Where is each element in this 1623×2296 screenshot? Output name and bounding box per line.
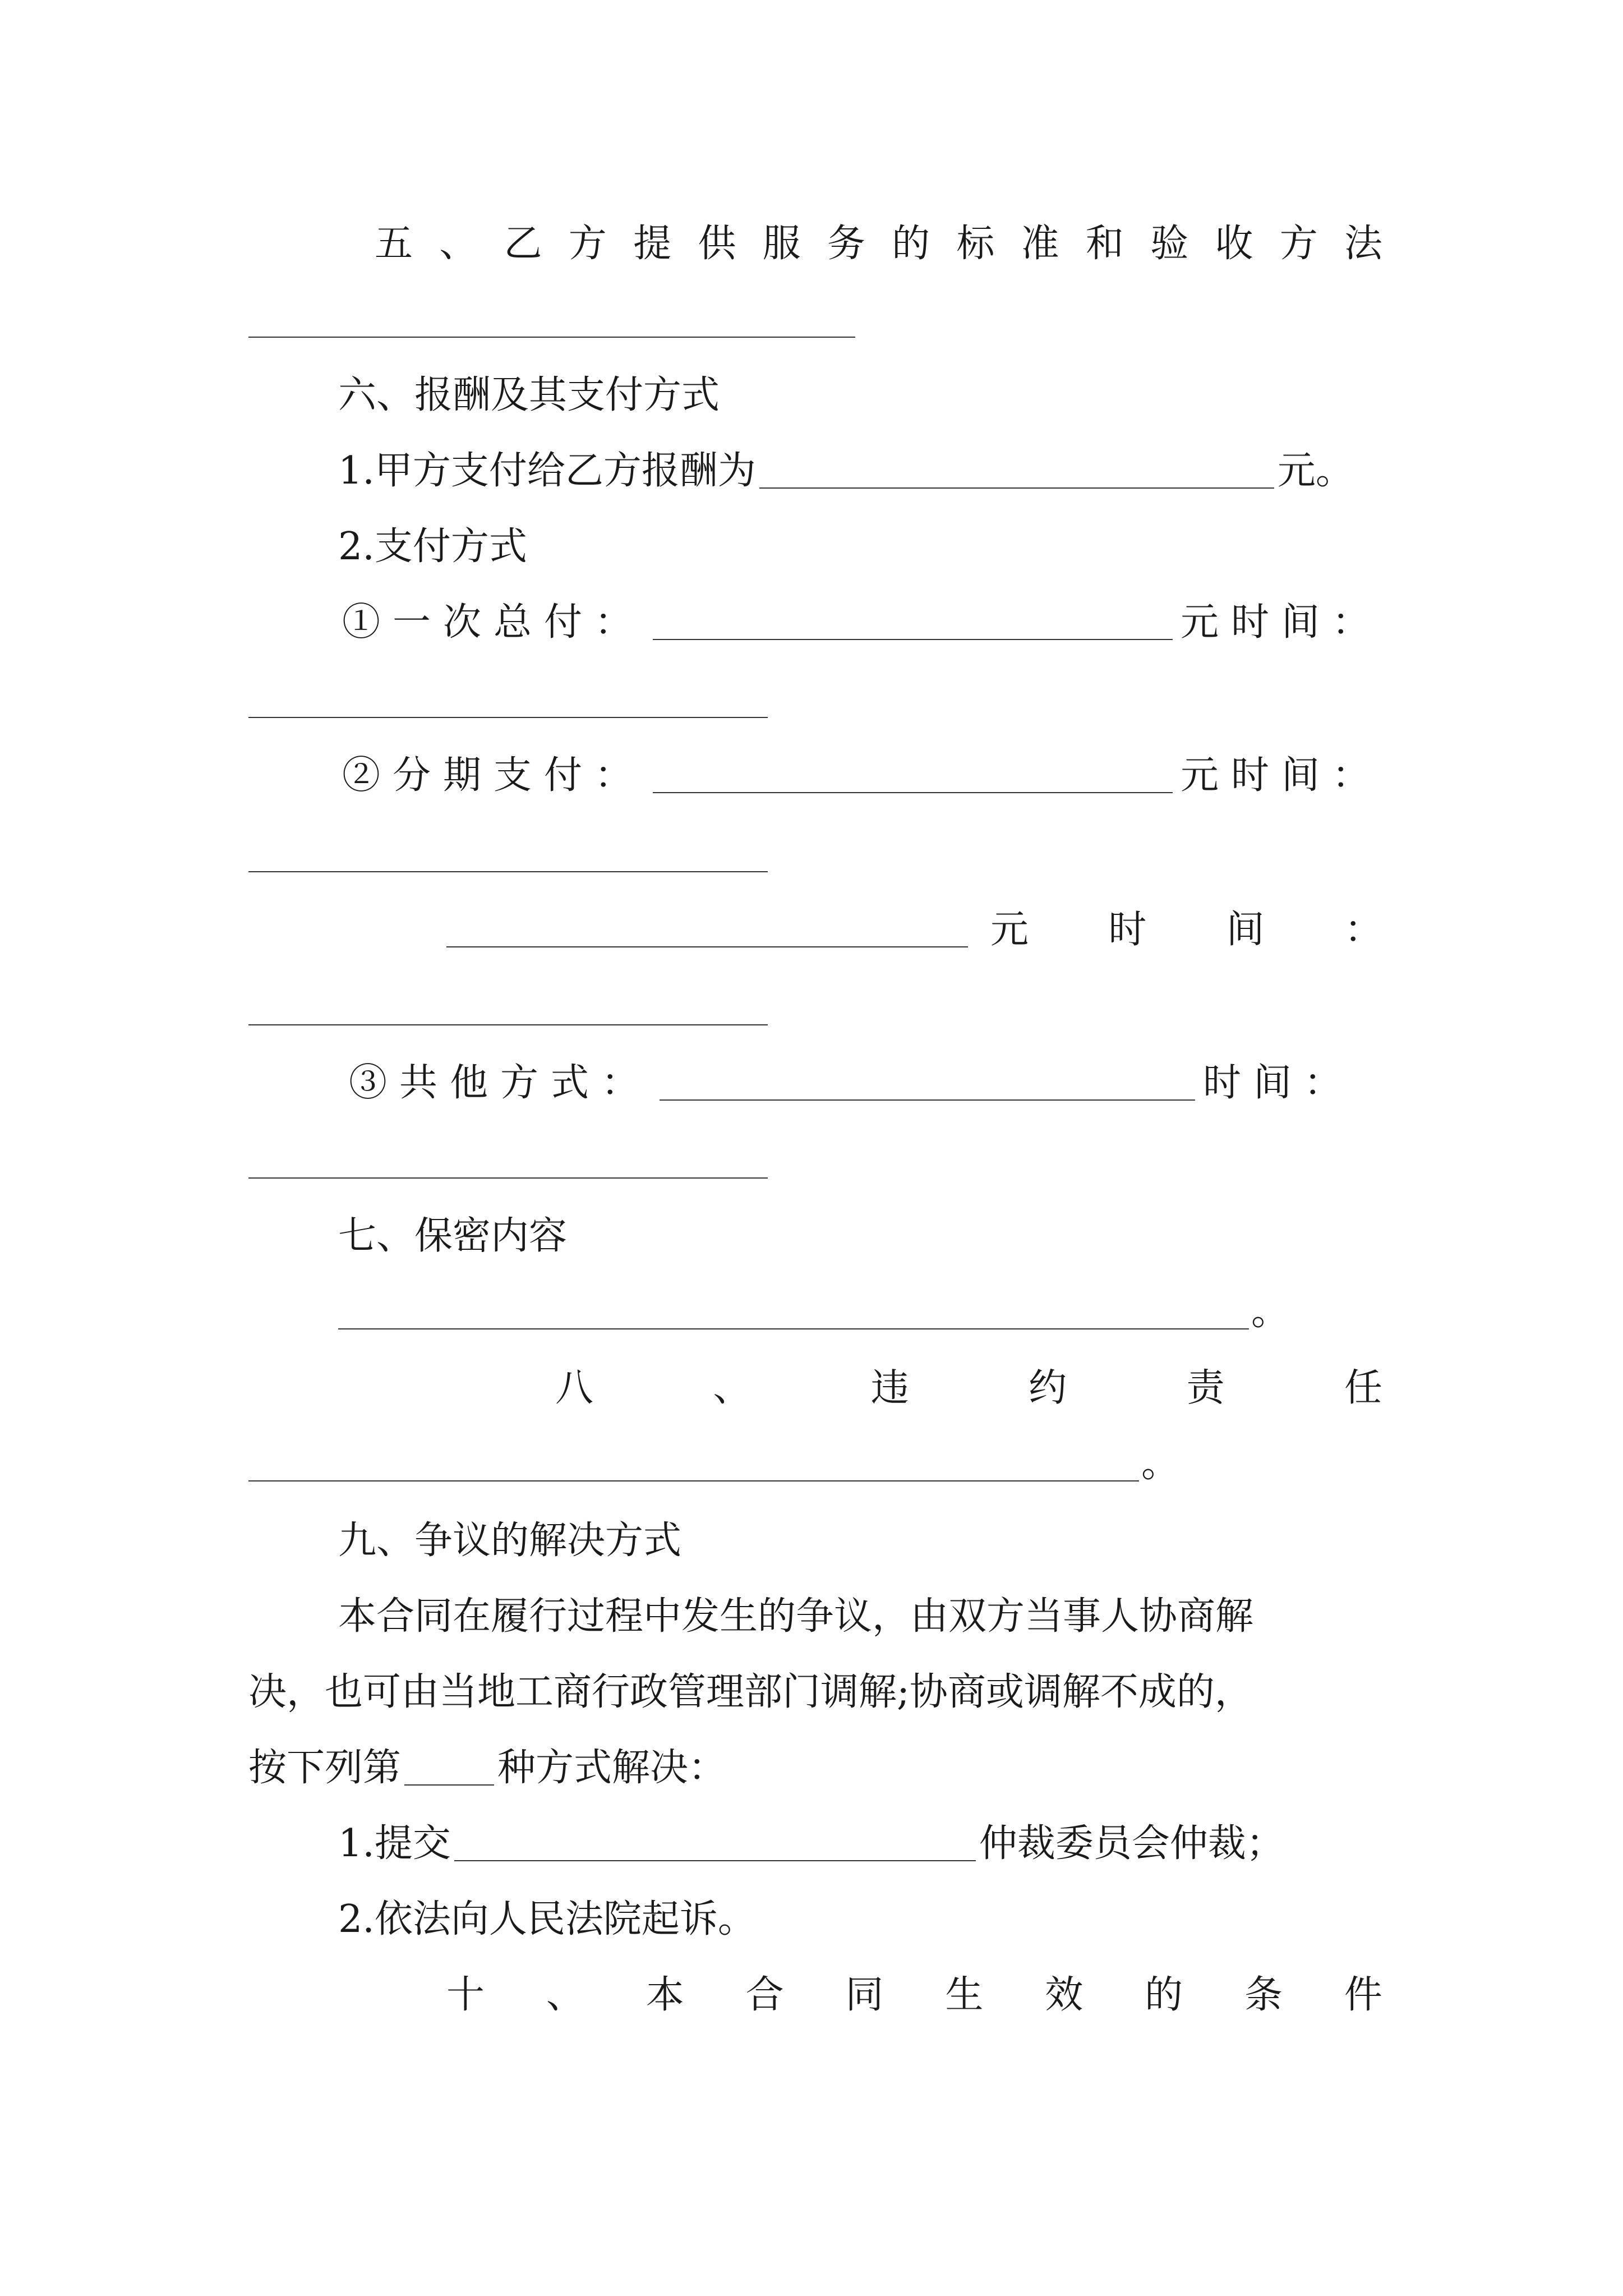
section10-heading [446, 1964, 1382, 2026]
section10-heading-char: 效 [1045, 1973, 1083, 2017]
section9-heading: 九、争议的解决方式 [338, 1519, 682, 1563]
option3-label: ③共他方式： [349, 1061, 652, 1105]
option2b-time-label-char: ： [1344, 908, 1382, 952]
section8-heading [555, 1358, 1382, 1419]
section5-heading-char: 方 [1279, 222, 1318, 266]
section8-heading-char: 违 [870, 1366, 909, 1410]
option2-amount-blank [653, 758, 1173, 793]
option2b-time-label-char: 间 [1226, 908, 1265, 952]
section9-item2: 2.依法向人民法院起诉。 [338, 1897, 756, 1941]
section6-heading: 六、报酬及其支付方式 [338, 373, 720, 417]
section5-heading-char: 的 [892, 222, 930, 266]
section5-heading-char: 五 [375, 222, 413, 266]
amount-blank [759, 454, 1274, 489]
section5-heading-char: 乙 [504, 222, 542, 266]
section8-heading-char: 责 [1186, 1366, 1225, 1410]
option2-row [342, 745, 1382, 807]
section7-end: 。 [1251, 1290, 1290, 1334]
para-line3-pre: 按下列第 [248, 1746, 402, 1790]
confidential-content-blank [338, 1295, 1249, 1329]
item1-label: 1.甲方支付给乙方报酬为 [338, 449, 756, 493]
section5-heading-char: 准 [1021, 222, 1059, 266]
section9-para-line1: 本合同在履行过程中发生的争议，由双方当事人协商解 [338, 1594, 1254, 1639]
option3-method-blank [660, 1066, 1195, 1101]
section10-heading-char: 的 [1145, 1973, 1183, 2017]
option3-time-label: 时间： [1203, 1061, 1355, 1105]
section6-item1 [338, 440, 1382, 502]
arbitration-commission-blank [454, 1826, 976, 1861]
method-number-blank [404, 1751, 494, 1786]
option1-row [342, 592, 1382, 654]
section8-heading-char: 任 [1344, 1366, 1382, 1410]
section10-heading-char: 、 [546, 1973, 584, 2017]
section5-heading-char: 、 [439, 222, 478, 266]
section10-heading-char: 十 [446, 1973, 485, 2017]
section5-heading-char: 方 [568, 222, 607, 266]
section5-heading-char: 标 [956, 222, 995, 266]
option2-time-blank [248, 871, 768, 872]
section7-heading: 七、保密内容 [338, 1214, 568, 1258]
liability-blank [248, 1447, 1139, 1481]
section5-heading-char: 验 [1150, 222, 1189, 266]
option2b-row [446, 899, 1382, 961]
option3-row [349, 1052, 1382, 1114]
section8-heading-char: 八 [555, 1366, 594, 1410]
option2-label: ②分期支付： [342, 753, 645, 798]
section5-heading-char: 供 [698, 222, 736, 266]
option2-time-label: 元时间： [1180, 753, 1382, 798]
item1-pre: 1.提交 [338, 1821, 451, 1866]
item1-post: 仲裁委员会仲裁； [979, 1821, 1284, 1866]
section5-heading [375, 213, 1382, 275]
option3-time-blank [248, 1177, 768, 1179]
option2b-time-label-char: 时 [1108, 908, 1147, 952]
option1-label: ①一次总付： [342, 600, 645, 645]
section7-content [338, 1281, 1382, 1343]
section10-heading-char: 件 [1344, 1973, 1382, 2017]
section9-para-line2: 决，也可由当地工商行政管理部门调解;协商或调解不成的， [248, 1670, 1253, 1714]
option2b-time-blank [248, 1024, 768, 1025]
section8-heading-char: 约 [1029, 1366, 1067, 1410]
section5-heading-char: 务 [827, 222, 865, 266]
option1-time-label: 元时间： [1180, 600, 1382, 645]
section8-heading-char: 、 [713, 1366, 751, 1410]
section9-para-line3 [248, 1737, 1382, 1799]
section9-item1 [338, 1813, 1382, 1875]
section5-heading-char: 服 [762, 222, 801, 266]
option2b-time-label-char: 元 [990, 908, 1029, 952]
option2b-time-label [990, 899, 1382, 961]
section6-item2: 2.支付方式 [338, 524, 527, 569]
section10-heading-char: 条 [1244, 1973, 1283, 2017]
option1-time-blank [248, 717, 768, 718]
section5-heading-char: 提 [633, 222, 672, 266]
option1-amount-blank [653, 605, 1173, 640]
para-line3-post: 种方式解决： [497, 1746, 727, 1790]
option2b-amount-blank [446, 913, 968, 947]
section5-blank [248, 337, 855, 338]
section10-heading-char: 生 [945, 1973, 984, 2017]
item1-unit: 元。 [1277, 449, 1354, 493]
section5-heading-char: 和 [1085, 222, 1124, 266]
section10-heading-char: 合 [745, 1973, 784, 2017]
section10-heading-char: 本 [645, 1973, 684, 2017]
section10-heading-char: 同 [845, 1973, 884, 2017]
section8-content [248, 1433, 1382, 1495]
section5-heading-char: 法 [1344, 222, 1382, 266]
section8-end: 。 [1141, 1442, 1180, 1486]
section5-heading-char: 收 [1215, 222, 1253, 266]
